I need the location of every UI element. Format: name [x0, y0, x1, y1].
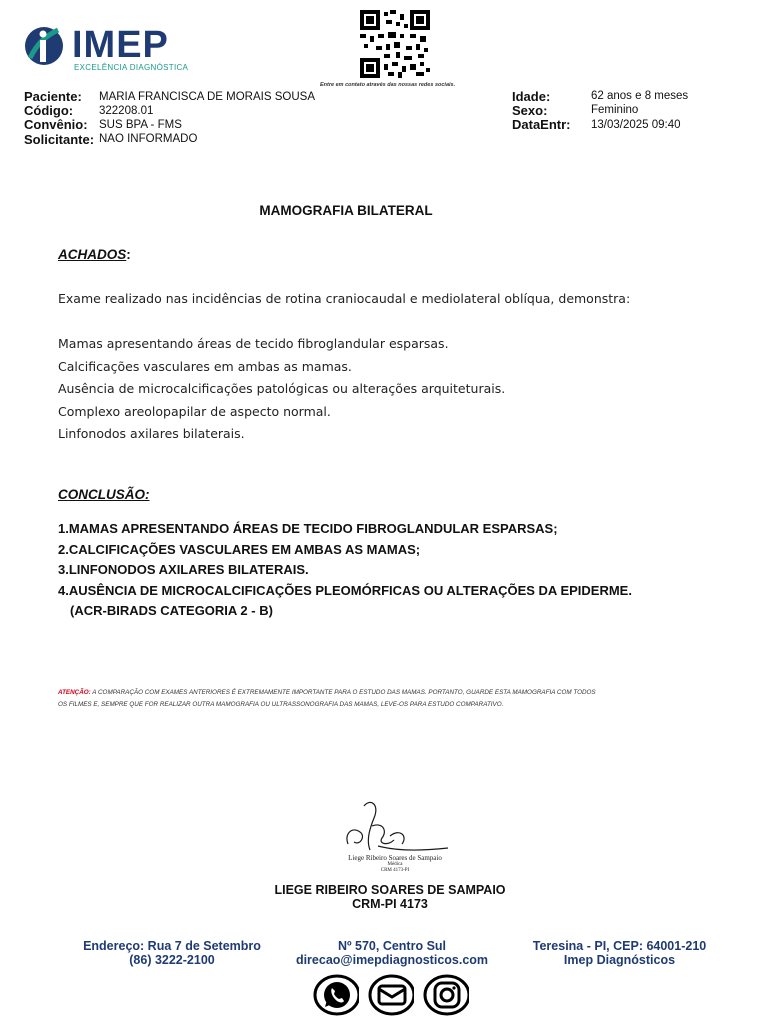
dataentr-label: DataEntr: [512, 117, 571, 132]
achados-heading-text: ACHADOS [58, 247, 127, 262]
stamp-text [330, 854, 460, 874]
sexo-value: Feminino [591, 104, 639, 116]
achados-heading [58, 247, 131, 262]
conclusion-item: 3.LINFONODOS AXILARES BILATERAIS. [58, 562, 309, 578]
footer-address-number: Nº 570, Centro Sul [337, 939, 447, 953]
logo-wordmark: IMEP [72, 24, 169, 66]
handwritten-signature [330, 796, 460, 858]
instagram-icon[interactable] [423, 974, 469, 1016]
solicitante-label: Solicitante: [24, 132, 95, 147]
attention-notice [58, 687, 698, 711]
idade-label: Idade: [512, 89, 551, 104]
conclusion-birads: (ACR-BIRADS CATEGORIA 2 - B) [70, 603, 273, 619]
doctor-crm: CRM-PI 4173 [352, 897, 428, 911]
footer-address-block [72, 939, 272, 967]
footer-address-street: Endereço: Rua 7 de Setembro [83, 939, 261, 953]
finding-item: Calcificações vasculares em ambas as mamas. [58, 358, 352, 374]
idade-value: 62 anos e 8 meses [591, 90, 689, 102]
dataentr-value: 13/03/2025 09:40 [591, 119, 681, 131]
whatsapp-icon[interactable] [313, 974, 359, 1016]
stamp-name: Liege Ribeiro Soares de Sampaio [348, 854, 442, 862]
footer-email[interactable]: direcao@imepdiagnosticos.com [295, 953, 489, 967]
conclusion-item: 4.AUSÊNCIA DE MICROCALCIFICAÇÕES PLEOMÓRFICAS OU ALTERAÇÕES DA EPIDERME. [58, 582, 632, 598]
achados-heading-colon: : [126, 247, 131, 262]
sexo-label: Sexo: [512, 103, 548, 118]
logo-tagline: EXCELÊNCIA DIAGNÓSTICA [74, 63, 189, 72]
footer-city-block [512, 939, 727, 967]
stamp-crm: CRM 4173-PI [380, 868, 410, 873]
attention-label: ATENÇÃO: [58, 689, 91, 696]
footer-city: Teresina - PI, CEP: 64001-210 [532, 939, 707, 953]
report-title: MAMOGRAFIA BILATERAL [259, 203, 433, 218]
codigo-label: Código: [24, 103, 74, 118]
finding-item: Linfonodos axilares bilaterais. [58, 426, 245, 441]
conclusion-list [58, 519, 632, 622]
stamp-role: Médica [387, 862, 403, 867]
intro-text [58, 288, 630, 311]
findings-list [58, 333, 505, 446]
qr-caption: Entre em contato através das nossas redes sociais. [320, 82, 456, 88]
doctor-name: LIEGE RIBEIRO SOARES DE SAMPAIO [274, 883, 506, 897]
attention-line-2: OS FILMES E, SEMPRE QUE FOR REALIZAR OUTRA MAMOGRAFIA OU ULTRASSONOGRAFIA DAS MAMAS, LEVE-OS PARA ESTUDO COMPARATIVO. [58, 701, 504, 708]
finding-item: Complexo areolopapilar de aspecto normal. [58, 403, 331, 419]
finding-item: Ausência de microcalcificações patológicas ou alterações arquiteturais. [58, 381, 506, 396]
finding-item: Mamas apresentando áreas de tecido fibroglandular esparsas. [58, 336, 449, 351]
convenio-label: Convênio: [24, 117, 88, 132]
email-icon[interactable] [368, 974, 414, 1016]
footer-contact-block [282, 939, 502, 967]
solicitante-value: NAO INFORMADO [99, 133, 198, 145]
codigo-value: 322208.01 [99, 105, 154, 117]
conclusao-heading: CONCLUSÃO: [58, 487, 150, 502]
footer-company: Imep Diagnósticos [563, 953, 676, 967]
paciente-value: MARIA FRANCISCA DE MORAIS SOUSA [99, 91, 315, 103]
convenio-value: SUS BPA - FMS [99, 119, 182, 131]
signature-stamp [330, 796, 460, 880]
footer-phone: (86) 3222-2100 [129, 953, 215, 967]
patient-info [0, 0, 768, 150]
attention-line-1: A COMPARAÇÃO COM EXAMES ANTERIORES É EXTREMAMENTE IMPORTANTE PARA O ESTUDO DAS MAMAS. PORTANTO, GUARDE ESTA MAMOGRAFIA COM TODOS [90, 689, 596, 696]
paciente-label: Paciente: [24, 89, 82, 104]
conclusion-item: 1.MAMAS APRESENTANDO ÁREAS DE TECIDO FIBROGLANDULAR ESPARSAS; [58, 521, 558, 536]
intro-line: Exame realizado nas incidências de rotina craniocaudal e mediolateral oblíqua, demonstra: [58, 291, 631, 306]
social-icons [313, 974, 475, 1022]
conclusion-item: 2.CALCIFICAÇÕES VASCULARES EM AMBAS AS MAMAS; [58, 541, 421, 557]
